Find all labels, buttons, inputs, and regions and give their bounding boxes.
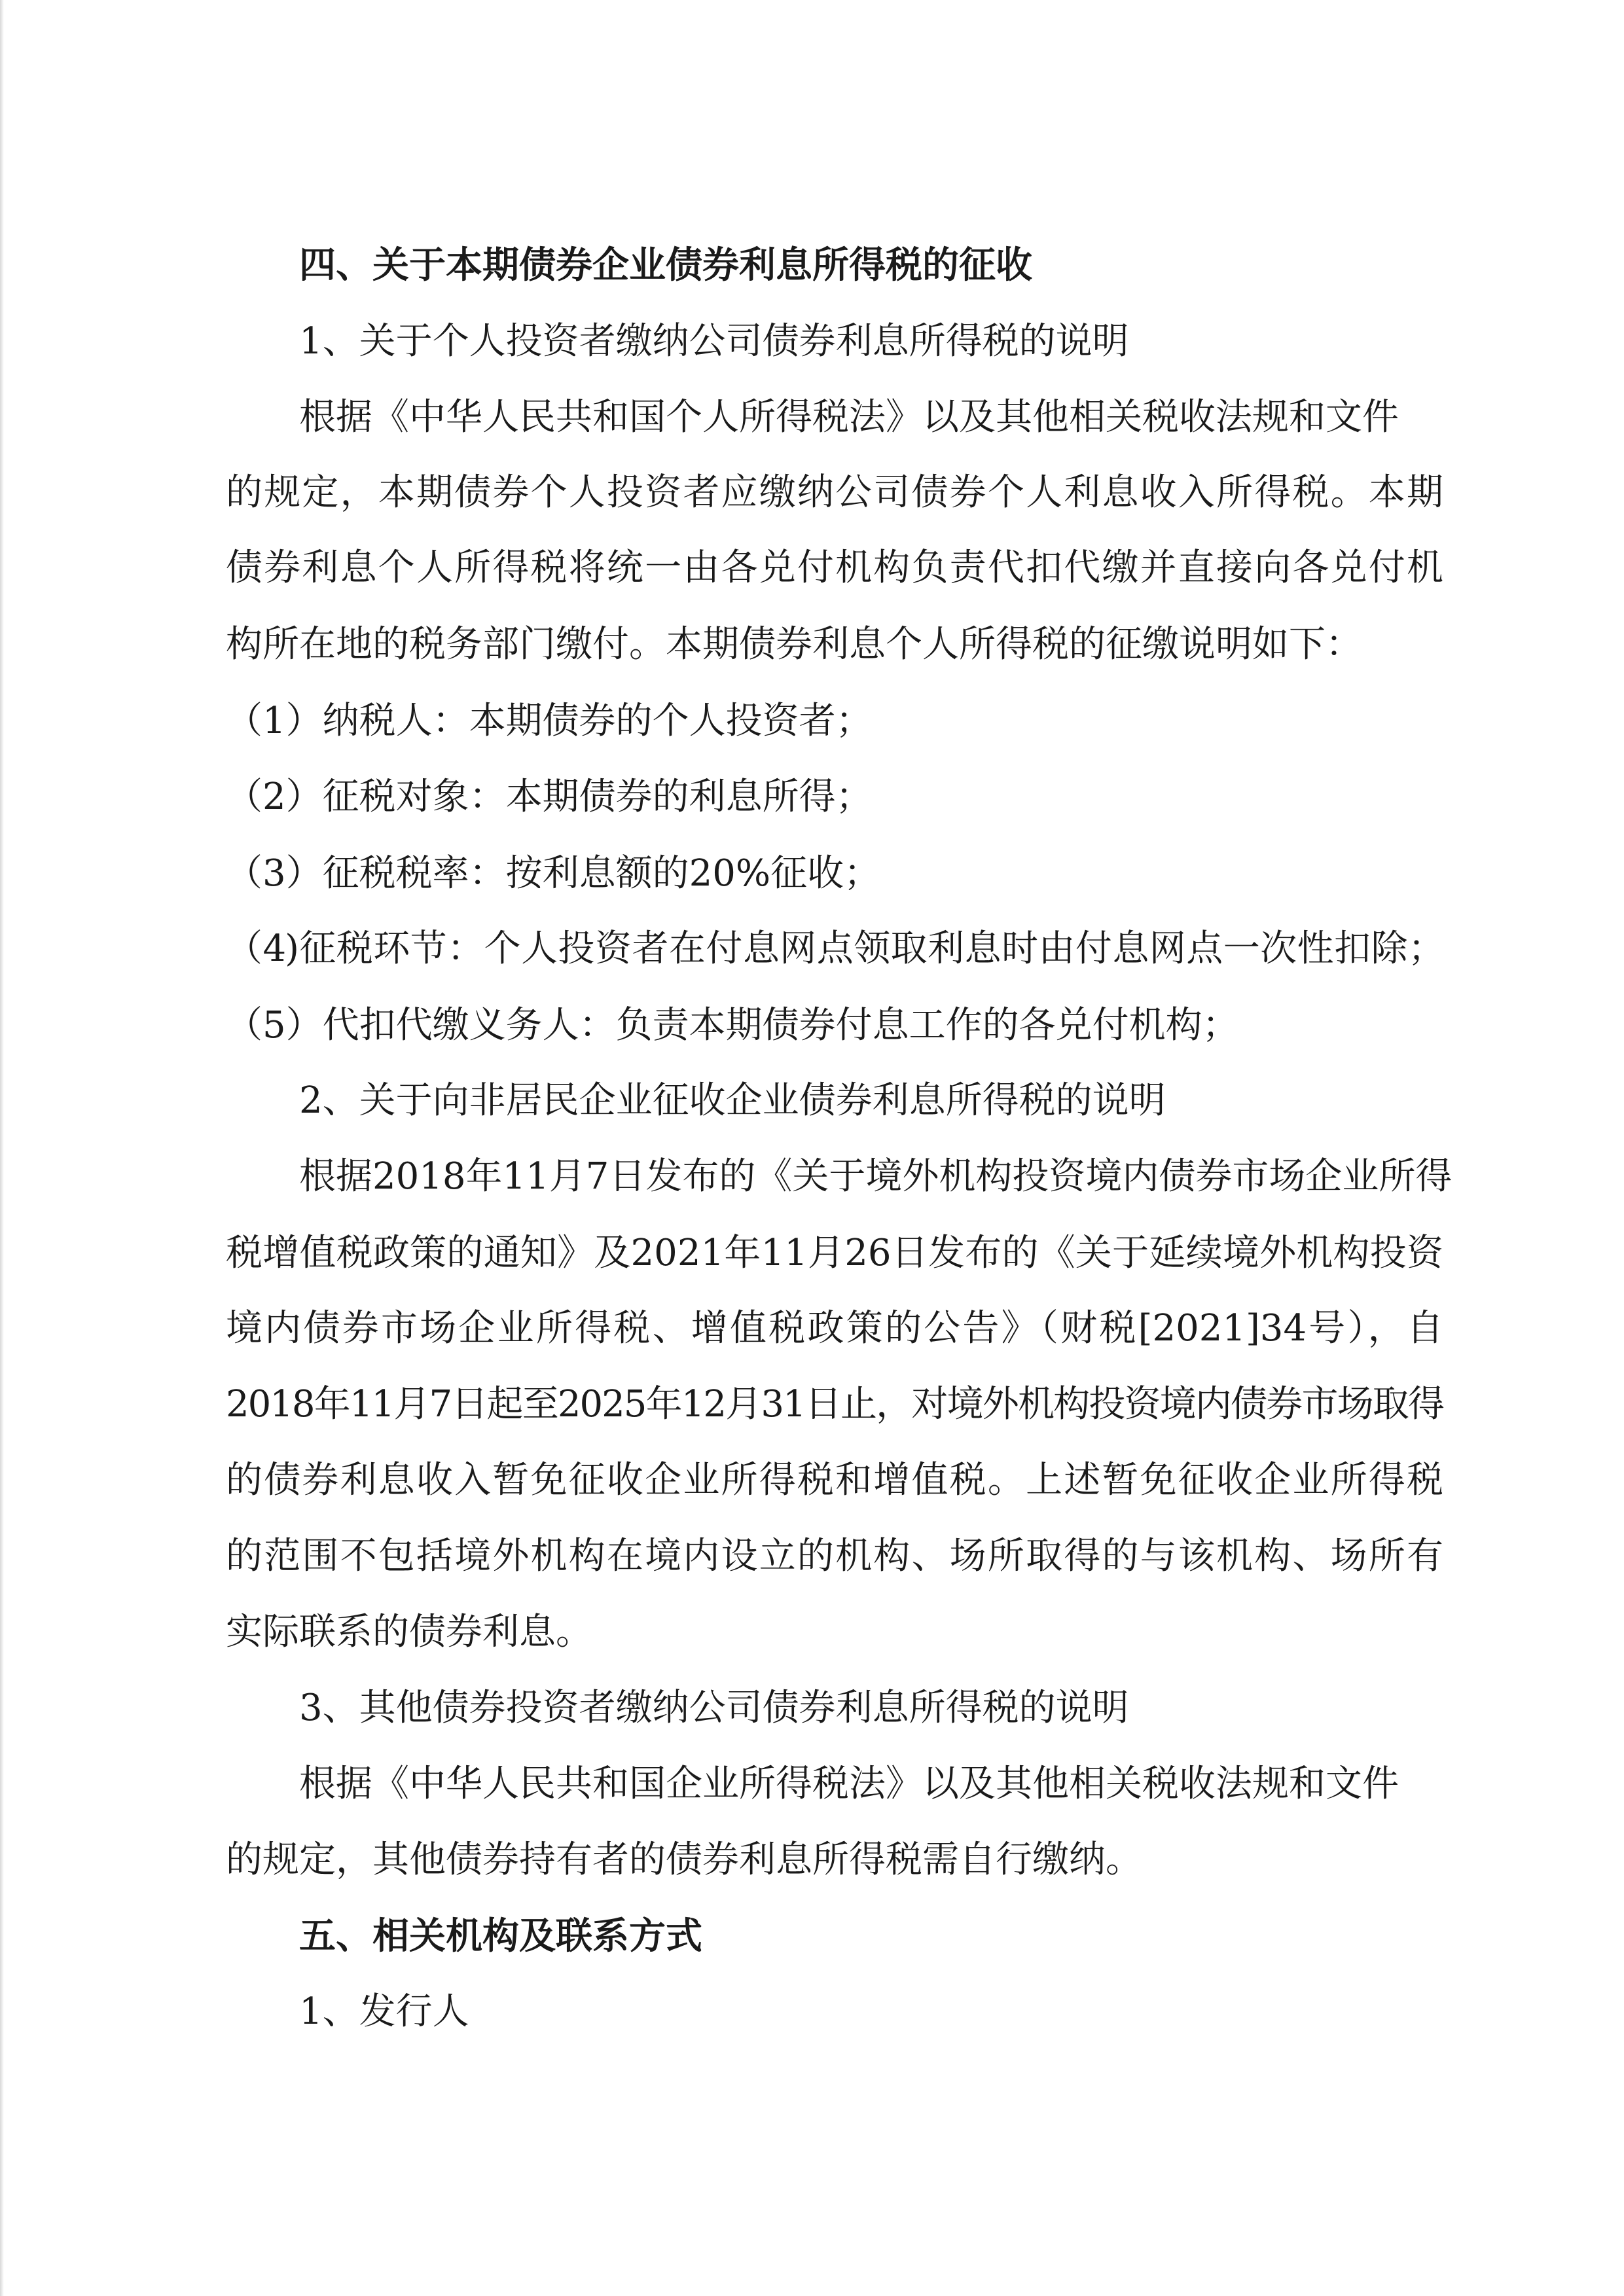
subsection-1-title: 1、关于个人投资者缴纳公司债券利息所得税的说明 — [299, 320, 1129, 363]
paragraph-line: 根据《中华人民共和国企业所得税法》以及其他相关税收法规和文件 — [299, 1763, 1399, 1805]
paragraph-line: 境内债券市场企业所得税、增值税政策的公告》（财税[2021]34号），自 — [226, 1307, 1443, 1350]
paragraph-line: 税增值税政策的通知》及2021年11月26日发布的《关于延续境外机构投资 — [226, 1232, 1443, 1274]
subsection-2-title: 2、关于向非居民企业征收企业债券利息所得税的说明 — [299, 1079, 1166, 1122]
paragraph-line: 根据《中华人民共和国个人所得税法》以及其他相关税收法规和文件 — [299, 396, 1399, 439]
paragraph-line: 的规定，本期债券个人投资者应缴纳公司债券个人利息收入所得税。本期 — [226, 471, 1443, 514]
paragraph-line: 的规定，其他债券持有者的债券利息所得税需自行缴纳。 — [226, 1839, 1142, 1881]
section-4-heading: 四、关于本期债券企业债券利息所得税的征收 — [299, 243, 1032, 287]
paragraph-line: 构所在地的税务部门缴付。本期债券利息个人所得税的征缴说明如下： — [226, 623, 1362, 666]
paragraph-line: 的范围不包括境外机构在境内设立的机构、场所取得的与该机构、场所有 — [226, 1535, 1443, 1577]
subsection-3-title: 3、其他债券投资者缴纳公司债券利息所得税的说明 — [299, 1687, 1129, 1729]
paragraph-line: 2018年11月7日起至2025年12月31日止，对境外机构投资境内债券市场取得 — [226, 1383, 1443, 1426]
list-item-tax-stage: （4)征税环节：个人投资者在付息网点领取利息时由付息网点一次性扣除； — [226, 927, 1443, 970]
paragraph-line: 实际联系的债券利息。 — [226, 1611, 592, 1653]
paragraph-line: 债券利息个人所得税将统一由各兑付机构负责代扣代缴并直接向各兑付机 — [226, 547, 1443, 589]
list-item-tax-rate: （3）征税税率：按利息额的20%征收； — [226, 852, 881, 895]
list-item-withholding-agent: （5）代扣代缴义务人：负责本期债券付息工作的各兑付机构； — [226, 1004, 1239, 1047]
paragraph-line: 根据2018年11月7日发布的《关于境外机构投资境内债券市场企业所得 — [299, 1155, 1453, 1198]
list-item-tax-object: （2）征税对象：本期债券的利息所得； — [226, 776, 873, 818]
section-5-heading: 五、相关机构及联系方式 — [299, 1914, 702, 1958]
scan-edge-shadow — [0, 0, 4, 2296]
list-item-taxpayer: （1）纳税人：本期债券的个人投资者； — [226, 700, 873, 742]
section-5-subsection-1-title: 1、发行人 — [299, 1990, 469, 2033]
paragraph-line: 的债券利息收入暂免征收企业所得税和增值税。上述暂免征收企业所得税 — [226, 1459, 1443, 1501]
